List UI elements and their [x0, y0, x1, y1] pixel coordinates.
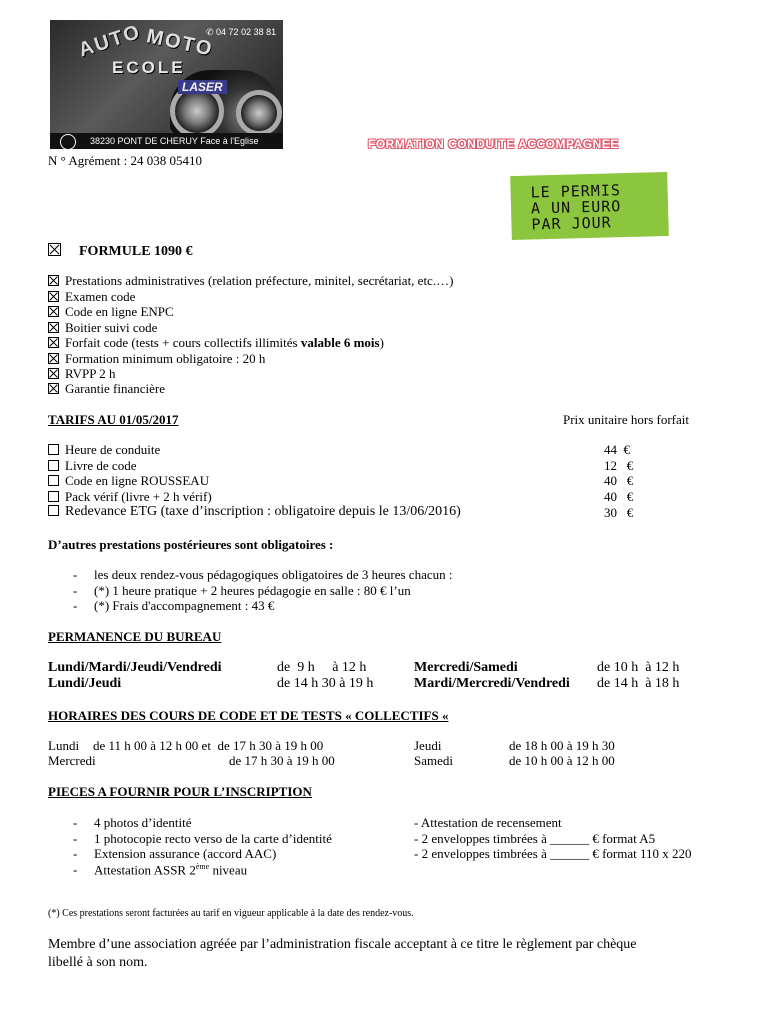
logo-word-ecole: ECOLE — [112, 58, 186, 77]
tarif-price: 44 € — [604, 442, 630, 457]
stamp-line-1: LE PERMIS — [530, 181, 622, 202]
permanence-hours: de 14 h 30 à 19 h — [277, 676, 374, 691]
stamp-line-3: PAR JOUR — [531, 213, 612, 234]
checked-box-icon — [48, 243, 61, 256]
pieces-item-right: - 2 enveloppes timbrées à ______ € format 110 x 220 — [414, 846, 692, 861]
permanence-days: Lundi/Jeudi — [48, 676, 122, 691]
permanence-days: Mardi/Mercredi/Vendredi — [414, 676, 570, 691]
formule-item-end: ) — [379, 335, 384, 350]
permanence-hours: de 9 h à 12 h — [277, 660, 367, 675]
checked-box-icon — [48, 383, 59, 394]
dash-bullet: - — [73, 846, 78, 861]
horaires-hours: de 17 h 30 à 19 h 00 — [229, 753, 335, 768]
logo-address-text: 38230 PONT DE CHERUY Face à l'Eglise — [90, 136, 259, 146]
checked-box-icon — [48, 291, 59, 302]
horaires-hours: de 11 h 00 à 12 h 00 et de 17 h 30 à 19 h 00 — [93, 738, 324, 753]
logo-laser: LASER — [178, 80, 227, 94]
tarif-row — [48, 458, 136, 474]
formule-title: FORMULE 1090 € — [79, 244, 193, 259]
permanence-title: PERMANENCE DU BUREAU — [48, 629, 222, 644]
unchecked-box-icon — [48, 491, 59, 502]
logo-word-auto: AUTO — [76, 20, 144, 62]
formule-item — [48, 304, 174, 320]
permanence-hours: de 10 h à 12 h — [597, 660, 680, 675]
formule-item-label: Boitier suivi code — [65, 320, 158, 335]
horaires-day: Samedi — [414, 753, 453, 768]
autres-title: D’autres prestations postérieures sont obligatoires : — [48, 537, 334, 552]
superscript: ème — [195, 862, 210, 871]
formule-heading — [48, 243, 193, 260]
permanence-days: Mercredi/Samedi — [414, 660, 518, 675]
unchecked-box-icon — [48, 460, 59, 471]
tarif-label: Livre de code — [65, 458, 137, 473]
checked-box-icon — [48, 306, 59, 317]
tarif-label: Redevance ETG (taxe d’inscription : obligatoire depuis le 13/06/2016) — [65, 504, 461, 519]
horaires-day: Mercredi — [48, 753, 96, 768]
formule-item — [48, 351, 265, 367]
formule-item — [48, 289, 135, 305]
tarif-label: Code en ligne ROUSSEAU — [65, 473, 210, 488]
dash-bullet: - — [73, 831, 78, 846]
checked-box-icon — [48, 322, 59, 333]
checked-box-icon — [48, 353, 59, 364]
tarif-row — [48, 489, 212, 505]
membre-line-1: Membre d’une association agréée par l’administration fiscale acceptant à ce titre le règlement par chèque — [48, 937, 637, 952]
unchecked-box-icon — [48, 444, 59, 455]
formule-item-label: Garantie financière — [65, 381, 165, 396]
logo-word-moto: MOTO — [144, 25, 216, 61]
dash-bullet: - — [73, 815, 78, 830]
agrement-number: N ° Agrément : 24 038 05410 — [48, 153, 202, 168]
formule-item — [48, 273, 453, 289]
dash-bullet: - — [73, 583, 78, 598]
location-icon — [60, 134, 76, 149]
pieces-item: Attestation ASSR 2 — [94, 862, 196, 878]
pieces-item-end: niveau — [209, 862, 248, 878]
formule-item — [48, 320, 157, 336]
dash-bullet: - — [73, 862, 78, 877]
wheel-graphic — [236, 90, 282, 136]
tarifs-title: TARIFS AU 01/05/2017 — [48, 412, 179, 427]
unchecked-box-icon — [48, 505, 59, 516]
formule-item-label: Code en ligne ENPC — [65, 304, 174, 319]
tarif-label: Heure de conduite — [65, 442, 161, 457]
dash-bullet: - — [73, 598, 78, 613]
permanence-hours: de 14 h à 18 h — [597, 676, 680, 691]
logo-address — [50, 133, 283, 149]
tarif-price: 30 € — [604, 505, 634, 520]
autres-item: (*) Frais d'accompagnement : 43 € — [94, 598, 275, 613]
tarif-row — [48, 442, 160, 458]
pieces-item: Extension assurance (accord AAC) — [94, 846, 277, 861]
horaires-day: Lundi — [48, 738, 80, 753]
unchecked-box-icon — [48, 475, 59, 486]
pieces-item-assr — [94, 862, 247, 878]
checked-box-icon — [48, 368, 59, 379]
formule-item — [48, 381, 165, 397]
tarif-price: 40 € — [604, 489, 634, 504]
formule-item-label: Forfait code (tests + cours collectifs illimités — [65, 335, 298, 350]
tarif-label: Pack vérif (livre + 2 h vérif) — [65, 489, 212, 504]
autres-item: (*) 1 heure pratique + 2 heures pédagogie en salle : 80 € l’un — [94, 583, 411, 598]
dash-bullet: - — [73, 567, 78, 582]
pieces-item-right: - Attestation de recensement — [414, 815, 562, 830]
formule-item-label: Formation minimum obligatoire : 20 h — [65, 351, 266, 366]
school-logo — [50, 20, 283, 149]
tarif-price: 40 € — [604, 473, 634, 488]
formule-item — [48, 366, 116, 382]
horaires-day: Jeudi — [414, 738, 442, 753]
footnote: (*) Ces prestations seront facturées au tarif en vigueur applicable à la date des rendez-vous. — [48, 908, 414, 919]
checked-box-icon — [48, 337, 59, 348]
pieces-item-right: - 2 enveloppes timbrées à ______ € format A5 — [414, 831, 656, 846]
pieces-item: 4 photos d’identité — [94, 815, 192, 830]
tarif-price: 12 € — [604, 458, 634, 473]
formule-item-label: Prestations administratives (relation préfecture, minitel, secrétariat, etc.…) — [65, 273, 454, 288]
checked-box-icon — [48, 275, 59, 286]
tarif-row — [48, 504, 461, 520]
logo-phone: ✆ 04 72 02 38 81 — [206, 27, 277, 37]
horaires-hours: de 18 h 00 à 19 h 30 — [509, 738, 615, 753]
tarif-row — [48, 473, 209, 489]
document-title: FORMATION CONDUITE ACCOMPAGNEE — [368, 137, 619, 151]
pieces-title: PIECES A FOURNIR POUR L’INSCRIPTION — [48, 784, 312, 799]
tarifs-column-header: Prix unitaire hors forfait — [563, 412, 689, 427]
permanence-days: Lundi/Mardi/Jeudi/Vendredi — [48, 660, 222, 675]
stamp-line-2: A UN EURO — [530, 197, 622, 218]
formule-item-bold: valable 6 mois — [297, 335, 380, 350]
horaires-title: HORAIRES DES COURS DE CODE ET DE TESTS « COLLECTIFS « — [48, 708, 449, 723]
promo-stamp — [510, 172, 669, 240]
formule-item-label: RVPP 2 h — [65, 366, 116, 381]
membre-line-2: libellé à son nom. — [48, 955, 148, 970]
autres-item: les deux rendez-vous pédagogiques obligatoires de 3 heures chacun : — [94, 567, 453, 582]
horaires-hours: de 10 h 00 à 12 h 00 — [509, 753, 615, 768]
formule-item — [48, 335, 384, 351]
pieces-item: 1 photocopie recto verso de la carte d’identité — [94, 831, 332, 846]
formule-item-label: Examen code — [65, 289, 136, 304]
